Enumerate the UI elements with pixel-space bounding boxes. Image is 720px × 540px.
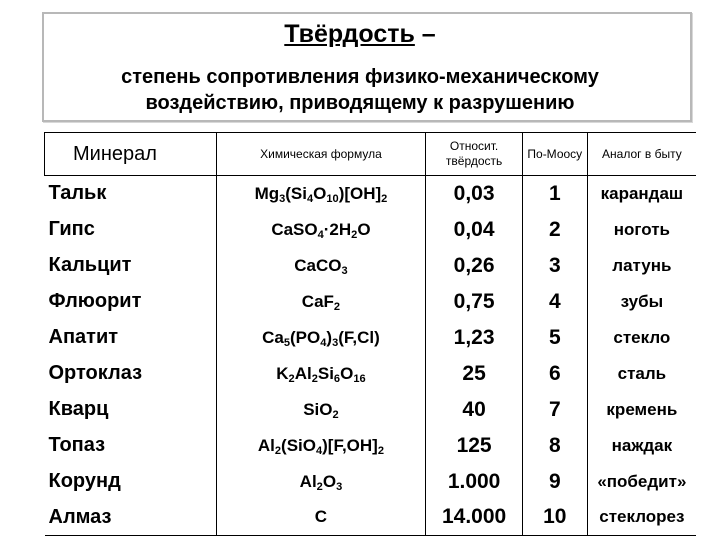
table-row (45, 176, 697, 212)
mohs-hardness: 6 (522, 356, 587, 392)
chemical-formula: $Ca_5(PO_4)_3(F,Cl)$ (216, 320, 426, 356)
table-row (45, 284, 697, 320)
header-mineral: Минерал (45, 133, 217, 176)
mohs-hardness: 4 (522, 284, 587, 320)
everyday-analog: стеклорез (587, 500, 696, 536)
relative-hardness: 1.000 (426, 464, 522, 500)
table-header-row (45, 133, 697, 176)
table-row (45, 356, 697, 392)
mohs-hardness: 3 (522, 248, 587, 284)
definition-line-2: воздействию, приводящему к разрушению (145, 92, 575, 114)
header-formula: Химическая формула (216, 133, 426, 176)
relative-hardness: 14.000 (426, 500, 522, 536)
mineral-name: Кальцит (45, 248, 217, 284)
mohs-hardness: 5 (522, 320, 587, 356)
chemical-formula: SiO$_2$ (216, 392, 426, 428)
everyday-analog: стекло (587, 320, 696, 356)
header-analog: Аналог в быту (587, 133, 696, 176)
chemical-formula: C (216, 500, 426, 536)
mineral-name: Ортоклаз (45, 356, 217, 392)
mineral-name: Корунд (45, 464, 217, 500)
mineral-name: Кварц (45, 392, 217, 428)
chemical-formula: CaF$_2$ (216, 284, 426, 320)
title-dash: – (414, 20, 436, 48)
chemical-formula: $Mg_3(Si_4O_{10})[OH]_2$ (216, 176, 426, 212)
chemical-formula: $Al_2(SiO_4)[F,OH]_2$ (216, 428, 426, 464)
everyday-analog: карандаш (587, 176, 696, 212)
relative-hardness: 0,75 (426, 284, 522, 320)
title-word: Твёрдость (284, 20, 415, 48)
everyday-analog: наждак (587, 428, 696, 464)
definition-line-1: степень сопротивления физико-механическому (121, 66, 599, 88)
everyday-analog: зубы (587, 284, 696, 320)
table-row (45, 212, 697, 248)
slide-title (0, 20, 720, 49)
everyday-analog: кремень (587, 392, 696, 428)
table-row (45, 464, 697, 500)
relative-hardness: 25 (426, 356, 522, 392)
hardness-table (44, 132, 696, 536)
everyday-analog: латунь (587, 248, 696, 284)
mineral-name: Гипс (45, 212, 217, 248)
mohs-hardness: 7 (522, 392, 587, 428)
mohs-hardness: 9 (522, 464, 587, 500)
table-row (45, 428, 697, 464)
mineral-name: Апатит (45, 320, 217, 356)
mineral-name: Флюорит (45, 284, 217, 320)
chemical-formula: CaCO$_3$ (216, 248, 426, 284)
header-mohs: По-Моосу (522, 133, 587, 176)
mohs-hardness: 10 (522, 500, 587, 536)
chemical-formula: $Al_2O_3$ (216, 464, 426, 500)
relative-hardness: 0,03 (426, 176, 522, 212)
everyday-analog: ноготь (587, 212, 696, 248)
relative-hardness: 125 (426, 428, 522, 464)
mohs-hardness: 8 (522, 428, 587, 464)
relative-hardness: 1,23 (426, 320, 522, 356)
table-row (45, 248, 697, 284)
chemical-formula: $K_2Al_2Si_6O_{16}$ (216, 356, 426, 392)
mohs-hardness: 1 (522, 176, 587, 212)
mineral-name: Алмаз (45, 500, 217, 536)
mineral-name: Топаз (45, 428, 217, 464)
table-row (45, 500, 697, 536)
header-relative-hardness: Относит. твёрдость (426, 133, 522, 176)
mohs-hardness: 2 (522, 212, 587, 248)
chemical-formula: $CaSO_4\cdot 2H_2O$ (216, 212, 426, 248)
everyday-analog: «победит» (587, 464, 696, 500)
mineral-name: Тальк (45, 176, 217, 212)
relative-hardness: 0,26 (426, 248, 522, 284)
table-row (45, 320, 697, 356)
everyday-analog: сталь (587, 356, 696, 392)
relative-hardness: 0,04 (426, 212, 522, 248)
table-row (45, 392, 697, 428)
relative-hardness: 40 (426, 392, 522, 428)
